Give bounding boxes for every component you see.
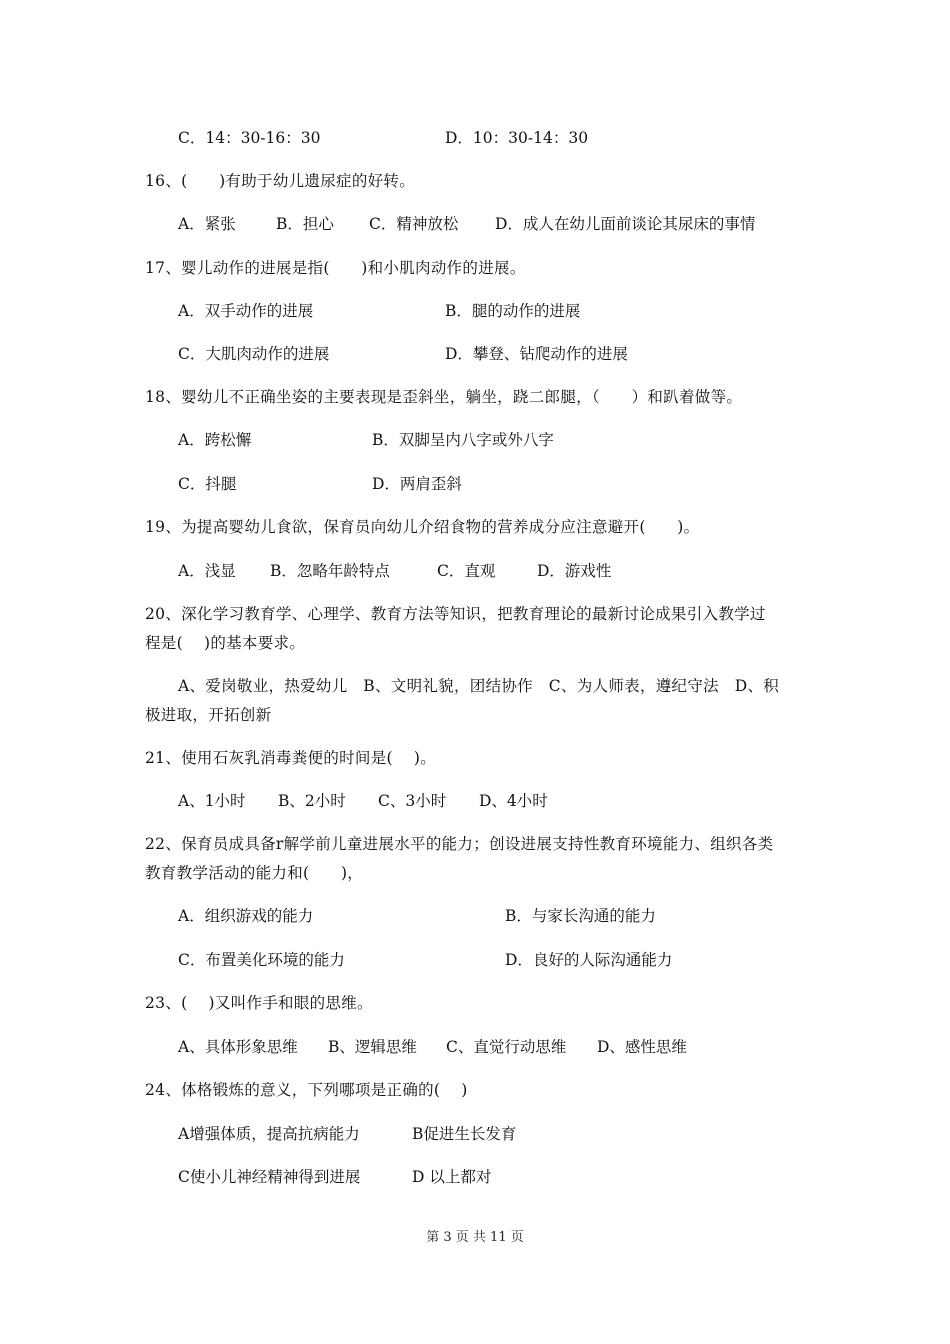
q22-option-c: C．布置美化环境的能力 bbox=[178, 951, 345, 969]
q21-stem: 21、使用石灰乳消毒粪便的时间是( )。 bbox=[145, 749, 437, 767]
page-number-footer: 第 3 页 共 11 页 bbox=[426, 1230, 524, 1245]
q16-option-a: A．紧张 bbox=[178, 215, 236, 233]
q17-stem: 17、婴儿动作的进展是指( )和小肌肉动作的进展。 bbox=[145, 259, 526, 277]
q17-option-d: D．攀登、钻爬动作的进展 bbox=[445, 345, 628, 363]
q21-option-d: D、4小时 bbox=[479, 792, 548, 810]
q18-option-d: D．两肩歪斜 bbox=[372, 475, 462, 493]
q19-stem: 19、为提高婴幼儿食欲，保育员向幼儿介绍食物的营养成分应注意避开( )。 bbox=[145, 518, 700, 536]
q21-option-b: B、2小时 bbox=[278, 792, 346, 810]
q24-option-a: A增强体质，提高抗病能力 bbox=[178, 1125, 360, 1143]
q17-option-a: A．双手动作的进展 bbox=[178, 302, 314, 320]
q21-option-c: C、3小时 bbox=[378, 792, 447, 810]
q20-stem-line-2: 程是( )的基本要求。 bbox=[145, 634, 306, 652]
q23-option-a: A、具体形象思维 bbox=[178, 1038, 298, 1056]
q18-option-c: C．抖腿 bbox=[178, 475, 237, 493]
q19-option-d: D．游戏性 bbox=[537, 562, 612, 580]
q19-option-c: C．直观 bbox=[437, 562, 496, 580]
q22-stem-line-2: 教育教学活动的能力和( )， bbox=[145, 864, 364, 882]
q16-option-d: D．成人在幼儿面前谈论其尿床的事情 bbox=[495, 215, 756, 233]
q24-stem: 24、体格锻炼的意义，下列哪项是正确的( ) bbox=[145, 1081, 468, 1099]
q16-stem: 16、( )有助于幼儿遗尿症的好转。 bbox=[145, 172, 416, 190]
q24-option-d: D 以上都对 bbox=[412, 1168, 492, 1186]
q24-option-b: B促进生长发育 bbox=[412, 1125, 517, 1143]
q18-option-b: B．双脚呈内八字或外八字 bbox=[372, 431, 554, 449]
q16-option-c: C．精神放松 bbox=[369, 215, 459, 233]
q19-option-a: A．浅显 bbox=[178, 562, 236, 580]
q15-option-d: D．10：30-14：30 bbox=[445, 129, 589, 147]
q22-option-b: B．与家长沟通的能力 bbox=[505, 907, 656, 925]
q17-option-c: C．大肌肉动作的进展 bbox=[178, 345, 330, 363]
q23-stem: 23、( )又叫作手和眼的思维。 bbox=[145, 994, 373, 1012]
q16-option-b: B．担心 bbox=[276, 215, 334, 233]
q22-option-d: D．良好的人际沟通能力 bbox=[505, 951, 673, 969]
q20-stem-line-1: 20、深化学习教育学、心理学、教育方法等知识，把教育理论的最新讨论成果引入教学过 bbox=[145, 605, 766, 623]
q24-option-c: C使小儿神经精神得到进展 bbox=[178, 1168, 361, 1186]
q17-option-b: B．腿的动作的进展 bbox=[445, 302, 581, 320]
q15-option-c: C．14：30-16：30 bbox=[178, 129, 321, 147]
q22-stem-line-1: 22、保育员成具备r解学前儿童进展水平的能力；创设进展支持性教育环境能力、组织各类 bbox=[145, 835, 774, 853]
q18-option-a: A．跨松懈 bbox=[178, 431, 252, 449]
q22-option-a: A．组织游戏的能力 bbox=[178, 907, 314, 925]
q21-option-a: A、1小时 bbox=[178, 792, 246, 810]
q23-option-d: D、感性思维 bbox=[597, 1038, 687, 1056]
q20-options-line-1: A、爱岗敬业，热爱幼儿 B、文明礼貌，团结协作 C、为人师表，遵纪守法 D、积 bbox=[178, 677, 780, 695]
q18-stem: 18、婴幼儿不正确坐姿的主要表现是歪斜坐，躺坐，跷二郎腿，（ ）和趴着做等。 bbox=[145, 388, 743, 406]
q20-options-line-2: 极进取，开拓创新 bbox=[145, 706, 272, 724]
q19-option-b: B．忽略年龄特点 bbox=[270, 562, 390, 580]
q23-option-b: B、逻辑思维 bbox=[328, 1038, 417, 1056]
q23-option-c: C、直觉行动思维 bbox=[446, 1038, 567, 1056]
